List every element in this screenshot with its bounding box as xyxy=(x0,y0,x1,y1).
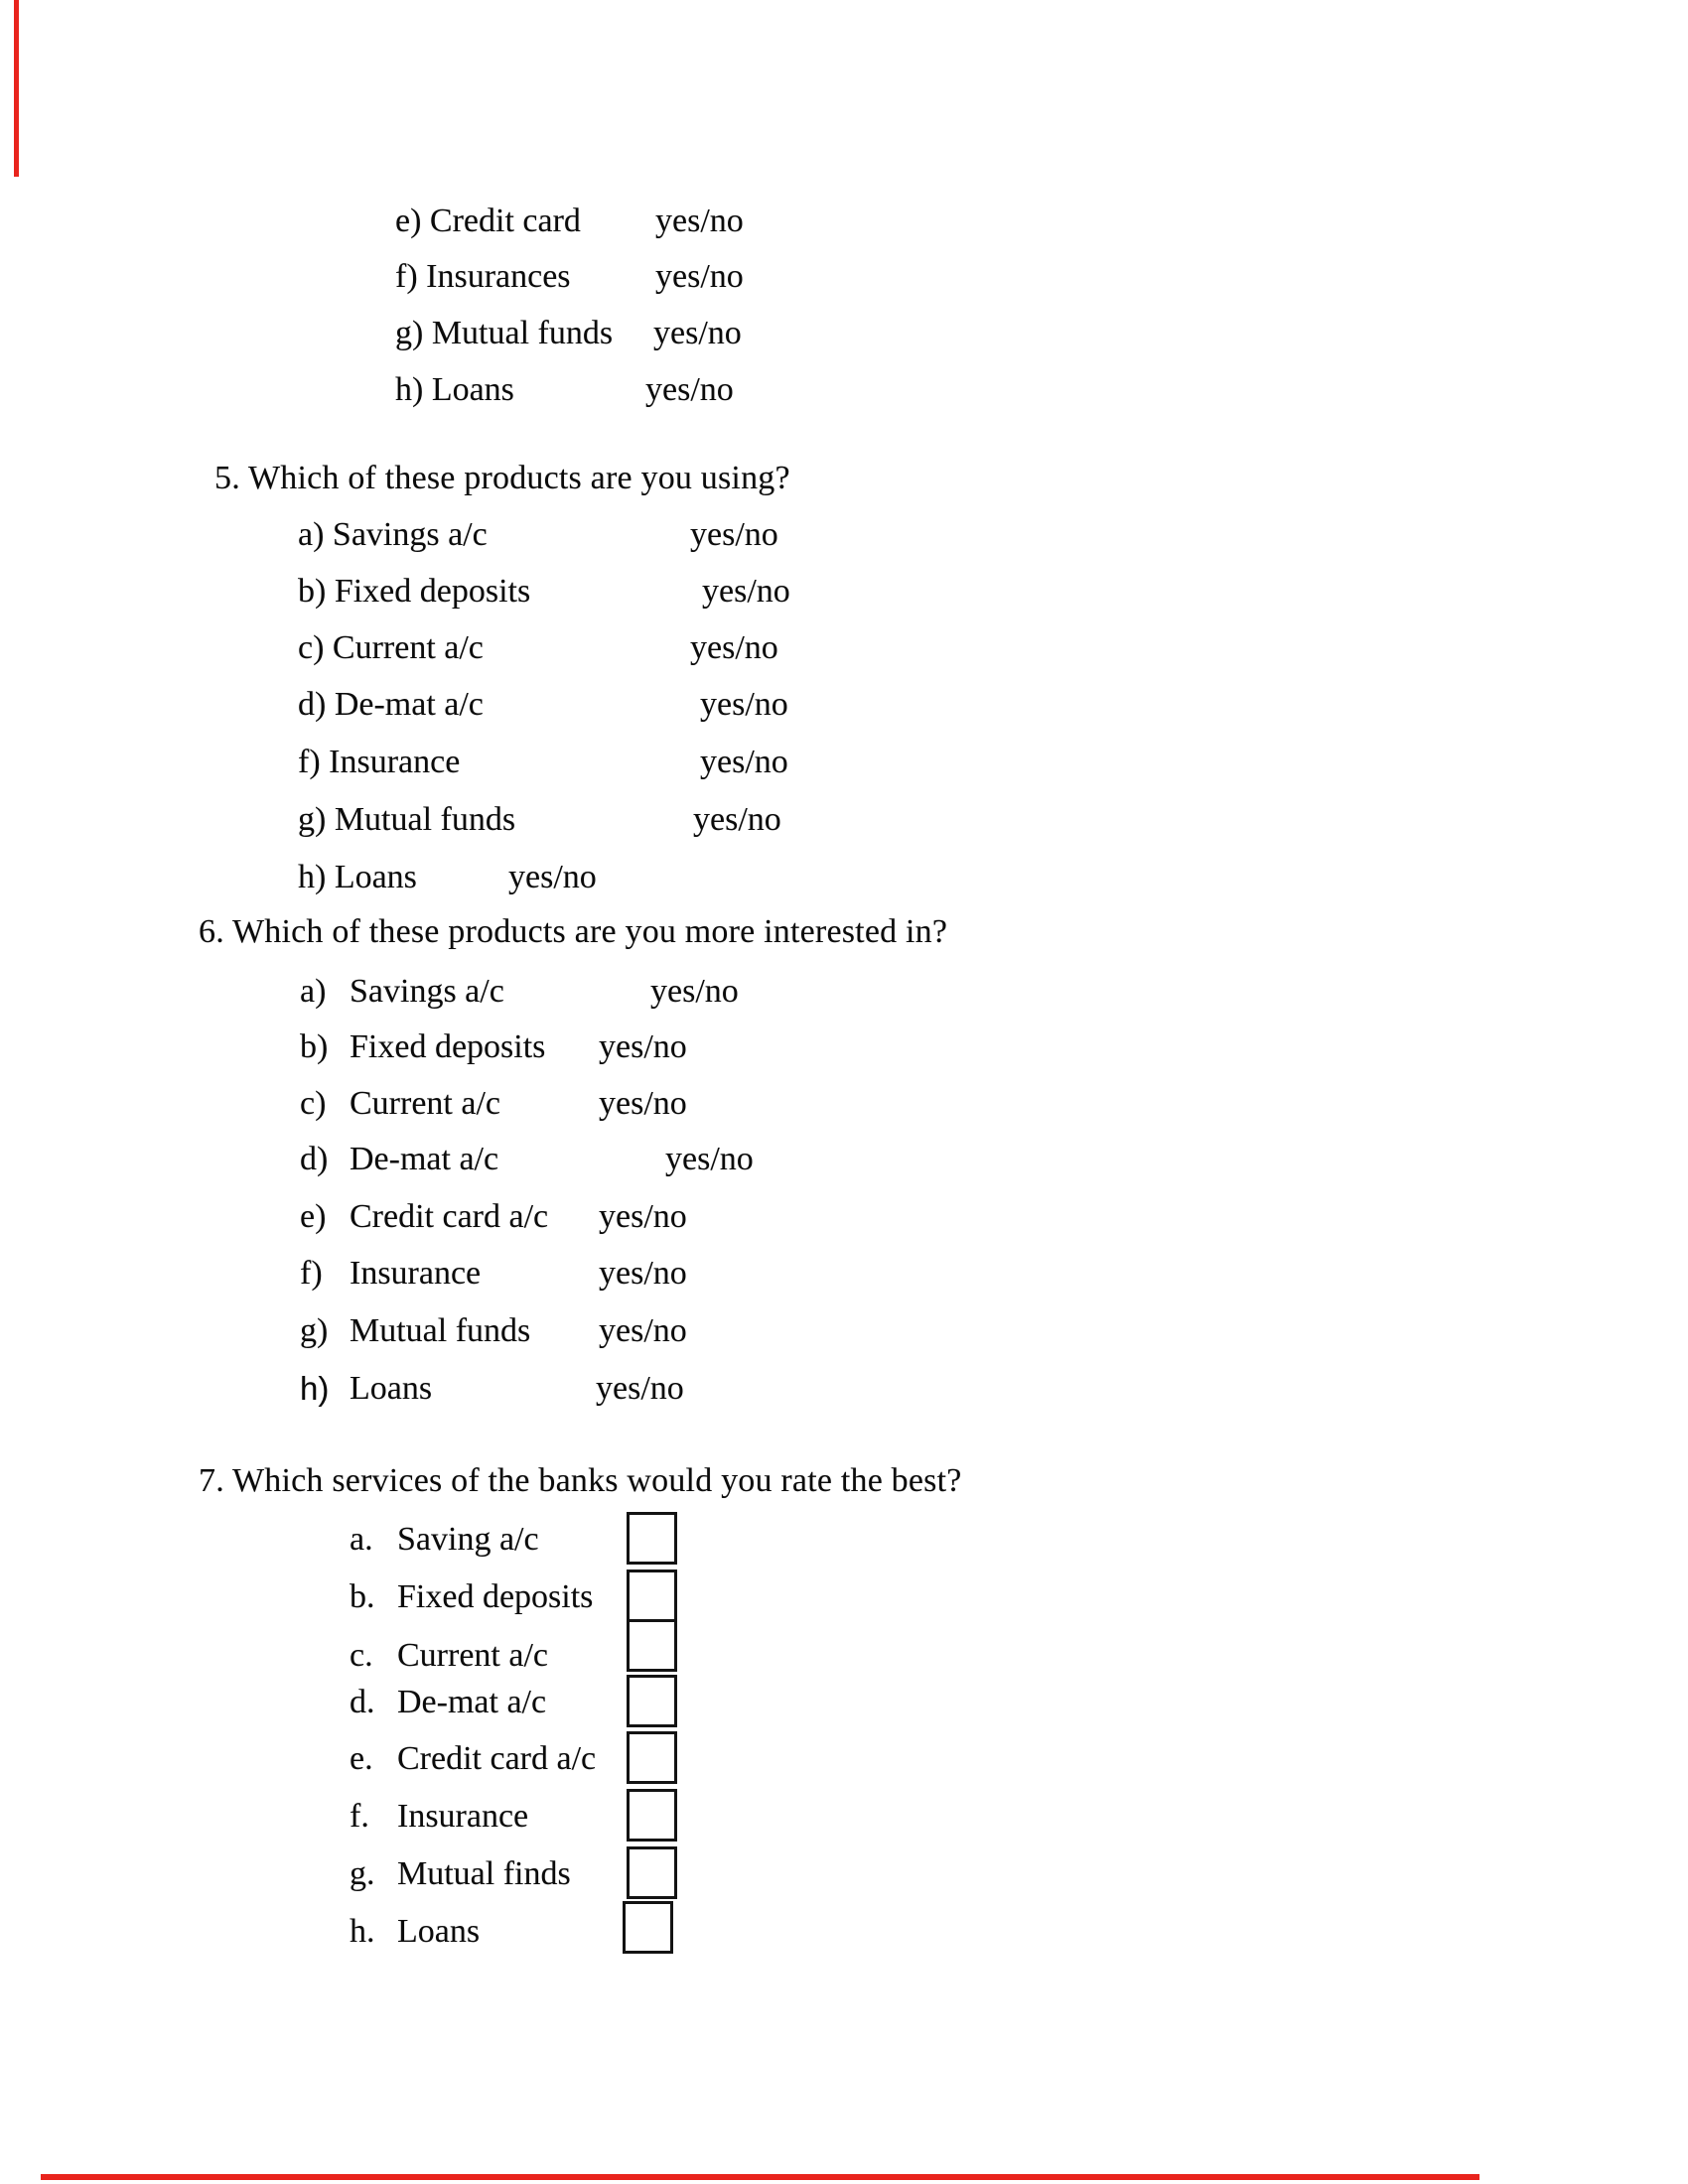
option-row xyxy=(0,741,1688,784)
option-label: d) De-mat a/c xyxy=(298,686,484,723)
question-7-title: 7. Which services of the banks would you rate the best? xyxy=(199,1462,962,1499)
option-letter: d) xyxy=(300,1141,329,1177)
rating-checkbox xyxy=(623,1901,673,1954)
yes-no-text: yes/no xyxy=(655,203,744,239)
yes-no-text: yes/no xyxy=(599,1198,687,1235)
rating-checkbox xyxy=(627,1789,677,1842)
rating-checkbox xyxy=(627,1512,677,1565)
option-row xyxy=(0,1681,1688,1724)
yes-no-text: yes/no xyxy=(653,315,742,351)
option-row xyxy=(0,1025,1688,1069)
rating-checkbox xyxy=(627,1675,677,1727)
option-row xyxy=(0,1138,1688,1181)
yes-no-text: yes/no xyxy=(665,1141,754,1177)
option-label: g) Mutual funds xyxy=(395,315,614,351)
yes-no-text: yes/no xyxy=(599,1255,687,1292)
option-row xyxy=(0,1252,1688,1296)
option-label: Fixed deposits xyxy=(397,1578,594,1615)
option-label: e) Credit card xyxy=(395,203,581,239)
option-label: h) Loans xyxy=(298,859,417,895)
option-row xyxy=(0,1575,1688,1619)
option-label: Fixed deposits xyxy=(350,1028,546,1065)
option-label: Mutual finds xyxy=(397,1855,571,1892)
option-row xyxy=(0,200,1688,243)
option-row xyxy=(0,1852,1688,1896)
option-label: Saving a/c xyxy=(397,1521,539,1558)
yes-no-text: yes/no xyxy=(599,1312,687,1349)
option-label: a) Savings a/c xyxy=(298,516,488,553)
yes-no-text: yes/no xyxy=(599,1028,687,1065)
yes-no-text: yes/no xyxy=(702,573,790,610)
option-label: Savings a/c xyxy=(350,973,504,1010)
option-label: f) Insurance xyxy=(298,744,461,780)
option-letter: h) xyxy=(300,1370,330,1407)
option-letter: e. xyxy=(350,1740,373,1777)
option-letter: f. xyxy=(350,1798,369,1835)
option-letter: b. xyxy=(350,1578,375,1615)
rating-checkbox xyxy=(627,1731,677,1784)
option-row xyxy=(0,513,1688,557)
yes-no-text: yes/no xyxy=(650,973,739,1010)
yes-no-text: yes/no xyxy=(599,1085,687,1122)
question-5-title: 5. Which of these products are you using? xyxy=(214,460,790,496)
option-row xyxy=(0,798,1688,842)
option-row xyxy=(0,1634,1688,1678)
option-letter: f) xyxy=(300,1255,323,1292)
question-6 xyxy=(0,910,1688,954)
option-row xyxy=(0,1737,1688,1781)
question-7 xyxy=(0,1459,1688,1503)
option-label: f) Insurances xyxy=(395,258,571,295)
option-label: Current a/c xyxy=(350,1085,500,1122)
yes-no-text: yes/no xyxy=(508,859,597,895)
option-letter: g. xyxy=(350,1855,375,1892)
option-row xyxy=(0,570,1688,614)
option-label: Insurance xyxy=(397,1798,529,1835)
option-row xyxy=(0,312,1688,355)
option-label: g) Mutual funds xyxy=(298,801,516,838)
yes-no-text: yes/no xyxy=(655,258,744,295)
yes-no-text: yes/no xyxy=(700,686,788,723)
option-label: Current a/c xyxy=(397,1637,548,1674)
option-letter: h. xyxy=(350,1913,375,1950)
yes-no-text: yes/no xyxy=(645,371,734,408)
yes-no-text: yes/no xyxy=(700,744,788,780)
option-letter: g) xyxy=(300,1312,329,1349)
option-label: Loans xyxy=(397,1913,481,1950)
option-row xyxy=(0,1367,1688,1411)
rating-checkbox xyxy=(627,1619,677,1672)
option-label: Mutual funds xyxy=(350,1312,531,1349)
option-row xyxy=(0,1082,1688,1126)
question-6-title: 6. Which of these products are you more interested in? xyxy=(199,913,948,950)
option-label: Credit card a/c xyxy=(350,1198,549,1235)
option-row xyxy=(0,683,1688,727)
option-row xyxy=(0,1309,1688,1353)
option-letter: a. xyxy=(350,1521,373,1558)
yes-no-text: yes/no xyxy=(596,1370,684,1407)
option-row xyxy=(0,1518,1688,1562)
option-row xyxy=(0,1795,1688,1839)
option-label: h) Loans xyxy=(395,371,514,408)
rating-checkbox xyxy=(627,1570,677,1622)
option-letter: c) xyxy=(300,1085,327,1122)
yes-no-text: yes/no xyxy=(690,629,778,666)
option-row xyxy=(0,255,1688,299)
option-letter: c. xyxy=(350,1637,373,1674)
option-label: Credit card a/c xyxy=(397,1740,597,1777)
rating-checkbox xyxy=(627,1846,677,1899)
option-letter: b) xyxy=(300,1028,329,1065)
option-label: b) Fixed deposits xyxy=(298,573,531,610)
option-row xyxy=(0,626,1688,670)
yes-no-text: yes/no xyxy=(690,516,778,553)
option-label: Loans xyxy=(350,1370,433,1407)
option-row xyxy=(0,368,1688,412)
option-letter: e) xyxy=(300,1198,327,1235)
option-row xyxy=(0,970,1688,1014)
option-letter: d. xyxy=(350,1684,375,1720)
option-label: De-mat a/c xyxy=(397,1684,547,1720)
question-5 xyxy=(0,457,1688,500)
option-row xyxy=(0,856,1688,899)
option-letter: a) xyxy=(300,973,327,1010)
option-label: Insurance xyxy=(350,1255,482,1292)
yes-no-text: yes/no xyxy=(693,801,781,838)
red-scan-mark-left xyxy=(14,0,19,177)
option-label: De-mat a/c xyxy=(350,1141,499,1177)
option-row xyxy=(0,1910,1688,1954)
option-row xyxy=(0,1195,1688,1239)
option-label: c) Current a/c xyxy=(298,629,484,666)
red-scan-mark-bottom xyxy=(41,2174,1479,2180)
